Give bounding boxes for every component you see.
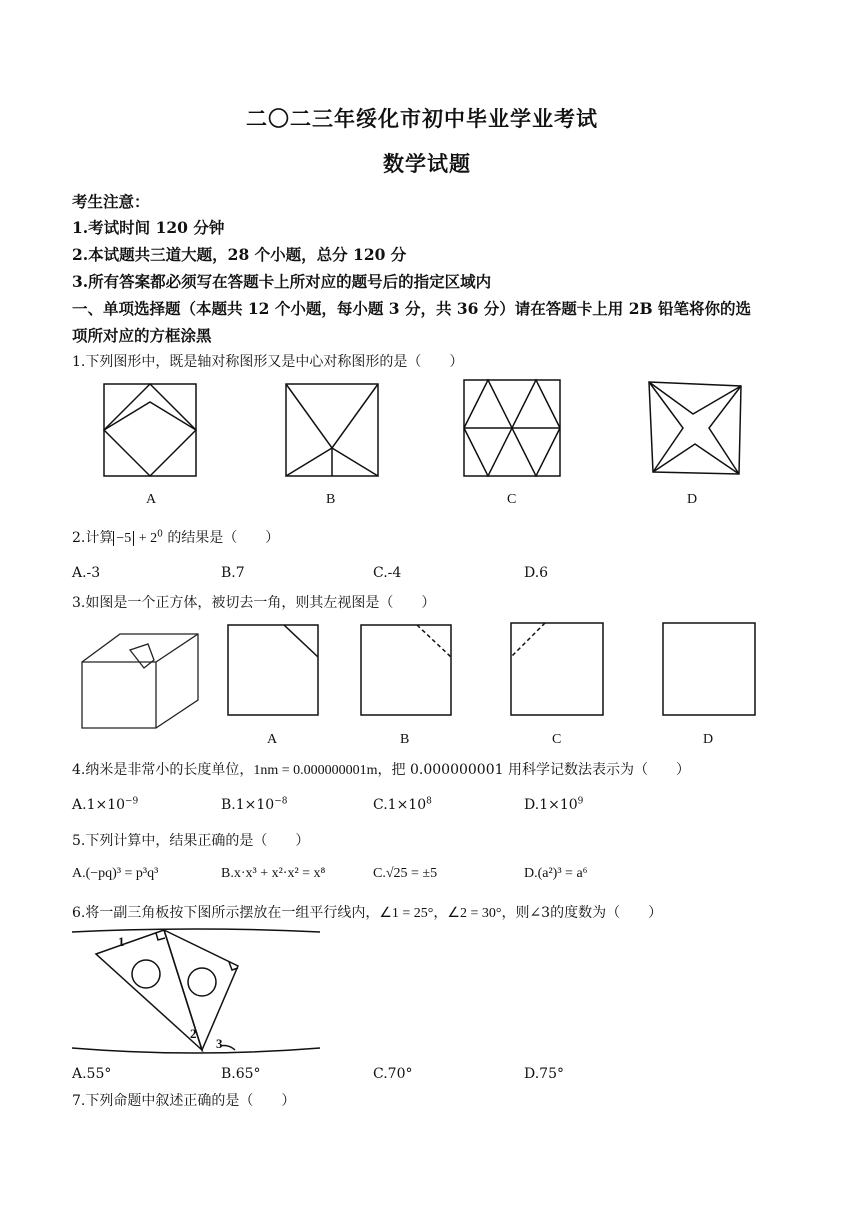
q4-option-c: $C.1\times 10^8$ (373, 796, 432, 813)
q2-stem-suffix: 的结果是（ ） (167, 530, 280, 546)
q2-option-a: A.-3 (72, 565, 101, 581)
q1-label-a: A (146, 492, 157, 507)
q3-label-a: A (267, 732, 278, 747)
q3-label-b: B (400, 732, 410, 747)
notice-heading: 考生注意： (72, 192, 150, 211)
q6-figure-label-3: 3 (216, 1036, 223, 1051)
q6-option-d: D.75° (524, 1066, 564, 1082)
q3-view-a (226, 623, 320, 717)
q5-option-d: D.(a²)³ = a⁶ (524, 866, 588, 881)
q1-figure-d (645, 378, 747, 480)
q3-view-d (661, 621, 757, 717)
q1-label-b: B (326, 492, 336, 507)
q1-figure-a (100, 380, 200, 480)
question-4-stem (72, 759, 690, 779)
notice-item: 1.考试时间 120 分钟 (72, 218, 225, 237)
q3-label-c: C (552, 732, 562, 747)
q4-stem-mid: ，把 0.000000001 用科学记数法表示为（ ） (377, 762, 690, 778)
q3-label-d: D (703, 732, 714, 747)
q2-exponent: 0 (157, 529, 163, 540)
q4-option-a: $A.1\times 10^{-9}$ (72, 796, 139, 813)
q4-formula: 1nm = 0.000000001m (253, 763, 378, 778)
exam-subtitle: 数学试题 (383, 151, 471, 176)
q6-triangle-figure (70, 924, 322, 1060)
q1-label-c: C (507, 492, 517, 507)
q6-option-b: B.65° (221, 1066, 261, 1082)
q5-option-b: B.x·x³ + x²·x² = x⁸ (221, 866, 326, 881)
q2-option-b: B.7 (221, 565, 245, 581)
q2-option-d: D.6 (524, 565, 549, 581)
q1-figure-c (460, 376, 564, 480)
q3-cube-figure (76, 628, 206, 734)
q3-view-b (359, 623, 453, 717)
q6-stem-prefix: 6.将一副三角板按下图所示摆放在一组平行线内， (72, 905, 380, 921)
section-heading-line2: 项所对应的方框涂黑 (72, 326, 212, 345)
q6-option-c: C.70° (373, 1066, 413, 1082)
section-heading-line1: 一、单项选择题（本题共 12 个小题，每小题 3 分，共 36 分）请在答题卡上用 2B 铅笔将你的选 (72, 299, 751, 318)
question-3-stem: 3.如图是一个正方体，被切去一角，则其左视图是（ ） (72, 595, 436, 611)
q1-figure-b (282, 380, 382, 480)
q6-figure-label-2: 2 (190, 1026, 197, 1041)
question-2-stem (72, 527, 279, 547)
q6-angle2: ∠2 = 30° (447, 906, 502, 921)
q5-option-a: A.(−pq)³ = p³q³ (72, 866, 159, 881)
exam-title: 二〇二三年绥化市初中毕业学业考试 (246, 106, 598, 131)
q6-angle1: ∠1 = 25° (379, 906, 434, 921)
notice-item: 2.本试题共三道大题，28 个小题，总分 120 分 (72, 245, 407, 264)
q2-plus-term: + 2 (138, 531, 158, 546)
question-7-stem: 7.下列命题中叙述正确的是（ ） (72, 1093, 296, 1109)
question-1-stem: 1.下列图形中，既是轴对称图形又是中心对称图形的是（ ） (72, 354, 464, 370)
q4-stem-prefix: 4.纳米是非常小的长度单位， (72, 762, 254, 778)
q3-view-c (509, 621, 605, 717)
q6-option-a: A.55° (72, 1066, 112, 1082)
question-5-stem: 5.下列计算中，结果正确的是（ ） (72, 833, 310, 849)
q4-option-b: $B.1\times 10^{-8}$ (221, 796, 288, 813)
q4-option-d: $D.1\times 10^9$ (524, 796, 584, 813)
question-6-stem: 6.将一副三角板按下图所示摆放在一组平行线内，∠1 = 25°，∠2 = 30°，则∠3的度数为（ ） (72, 905, 663, 921)
q1-label-d: D (687, 492, 698, 507)
q6-figure-label-1: 1 (118, 934, 125, 949)
notice-item: 3.所有答案都必须写在答题卡上所对应的题号后的指定区域内 (72, 272, 492, 291)
q5-option-c: C.√25 = ±5 (373, 866, 438, 881)
q2-option-c: C.-4 (373, 565, 402, 581)
q6-stem-suffix: ，则∠3的度数为（ ） (501, 905, 663, 921)
q2-abs-value: −5 (113, 531, 134, 546)
q2-stem-prefix: 2.计算 (72, 530, 114, 546)
